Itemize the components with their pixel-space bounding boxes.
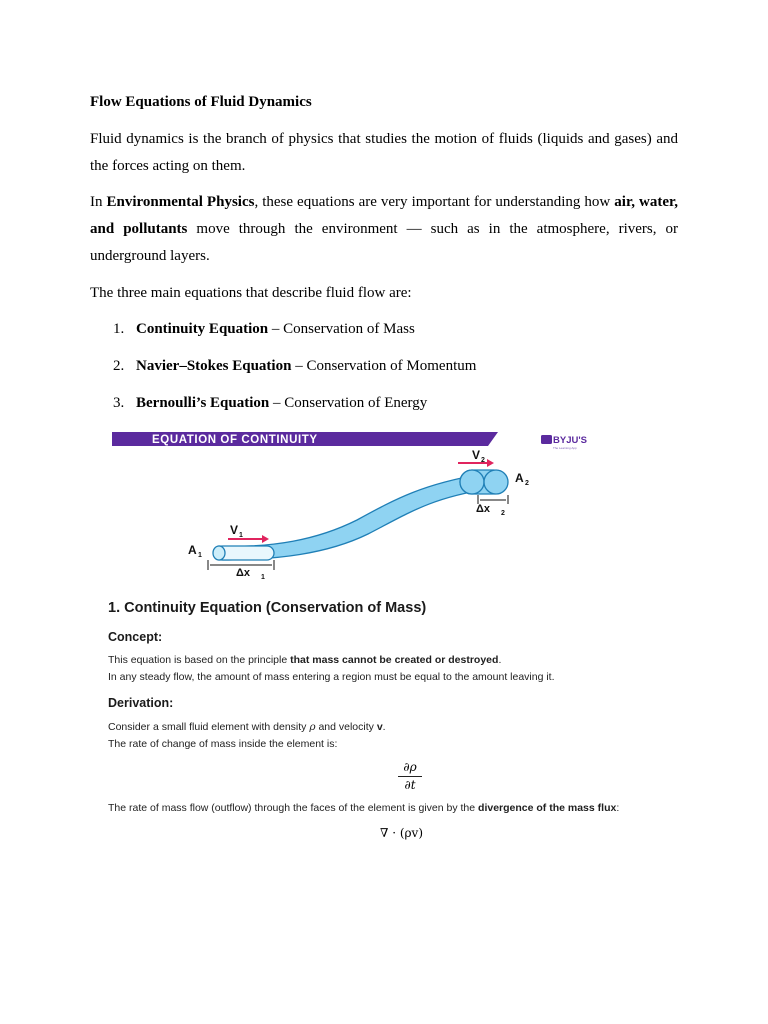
text-run: . <box>382 721 386 733</box>
bold-term: Environmental Physics <box>106 194 255 210</box>
a1-subscript: 1 <box>198 552 202 559</box>
list-item-desc: – Conservation of Mass <box>268 321 415 337</box>
text-run: This equation is based on the principle <box>108 654 291 666</box>
derivation-line-3 <box>108 800 619 817</box>
list-number: 2. <box>113 358 125 374</box>
v1-arrowhead <box>262 535 269 543</box>
text-run: Consider a small fluid element with density <box>108 721 310 733</box>
logo-text: BYJU'S <box>553 435 587 446</box>
logo-mark <box>541 435 552 444</box>
list-item-title: Bernoulli’s Equation <box>136 395 270 411</box>
list-number: 1. <box>113 321 125 337</box>
inlet-face <box>213 546 225 560</box>
list-item-title: Navier–Stokes Equation <box>136 358 292 374</box>
intro-paragraph: Fluid dynamics is the branch of physics that studies the motion of fluids (liquids and gases) and the forces acting on them. <box>90 131 678 174</box>
text-run: move through the environment — such as in the atmosphere, rivers, or underground layers. <box>90 221 679 264</box>
partial-derivative-fraction <box>398 760 422 793</box>
section-title: 1. Continuity Equation (Conservation of Mass) <box>108 600 427 616</box>
v2-arrowhead <box>487 459 494 467</box>
dx2-label: Δx <box>476 503 491 515</box>
fraction-bar <box>398 776 422 777</box>
list-item <box>113 395 427 412</box>
dx1-label: Δx <box>236 567 251 579</box>
v1-subscript: 1 <box>239 532 243 539</box>
derivation-line-1 <box>108 719 386 736</box>
list-item-title: Continuity Equation <box>136 321 269 337</box>
divergence-expression: ∇ · (ρv) <box>380 826 424 840</box>
derivation-heading: Derivation: <box>108 696 174 710</box>
list-item <box>113 358 476 375</box>
a2-subscript: 2 <box>525 480 529 487</box>
outlet-face-right <box>484 470 508 494</box>
bold-term: that mass cannot be created or destroyed <box>290 654 499 666</box>
text-run: , these equations are very important for understanding how <box>254 194 615 210</box>
bold-term: air, water, and pollutants <box>90 194 679 237</box>
list-item <box>113 321 415 338</box>
text-run: In <box>90 194 107 210</box>
dx2-subscript: 2 <box>501 510 505 517</box>
equations-intro: The three main equations that describe fluid flow are: <box>90 285 412 301</box>
logo-tagline: The Learning App <box>553 446 577 450</box>
text-run: : <box>616 802 620 814</box>
concept-heading: Concept: <box>108 630 163 644</box>
bold-term: divergence of the mass flux <box>478 802 617 814</box>
list-number: 3. <box>113 395 125 411</box>
fraction-numerator: ∂ρ <box>403 760 417 774</box>
outlet-face-left <box>460 470 484 494</box>
banner-title: EQUATION OF CONTINUITY <box>152 434 318 446</box>
rho-symbol: ρ <box>309 721 316 733</box>
a1-label: A <box>188 543 197 557</box>
a2-label: A <box>515 471 524 485</box>
v2-label: V <box>472 448 481 462</box>
dx1-subscript: 1 <box>261 574 265 581</box>
list-item-desc: – Conservation of Energy <box>269 395 428 411</box>
concept-line-2: In any steady flow, the amount of mass entering a region must be equal to the amount leaving it. <box>108 671 555 683</box>
document-title: Flow Equations of Fluid Dynamics <box>90 94 312 110</box>
v1-label: V <box>230 523 239 537</box>
text-run: The rate of mass flow (outflow) through the faces of the element is given by the <box>108 802 479 814</box>
byjus-logo <box>541 435 587 450</box>
derivation-line-2: The rate of change of mass inside the element is: <box>108 738 338 750</box>
v2-subscript: 2 <box>481 457 485 464</box>
environmental-paragraph <box>90 189 678 270</box>
fraction-denominator: ∂t <box>404 778 416 792</box>
concept-line-1 <box>108 652 501 669</box>
velocity-symbol: v <box>376 721 383 733</box>
text-run: and velocity <box>315 721 377 733</box>
list-item-desc: – Conservation of Momentum <box>291 358 477 374</box>
continuity-figure <box>112 428 620 584</box>
text-run: . <box>498 654 502 666</box>
